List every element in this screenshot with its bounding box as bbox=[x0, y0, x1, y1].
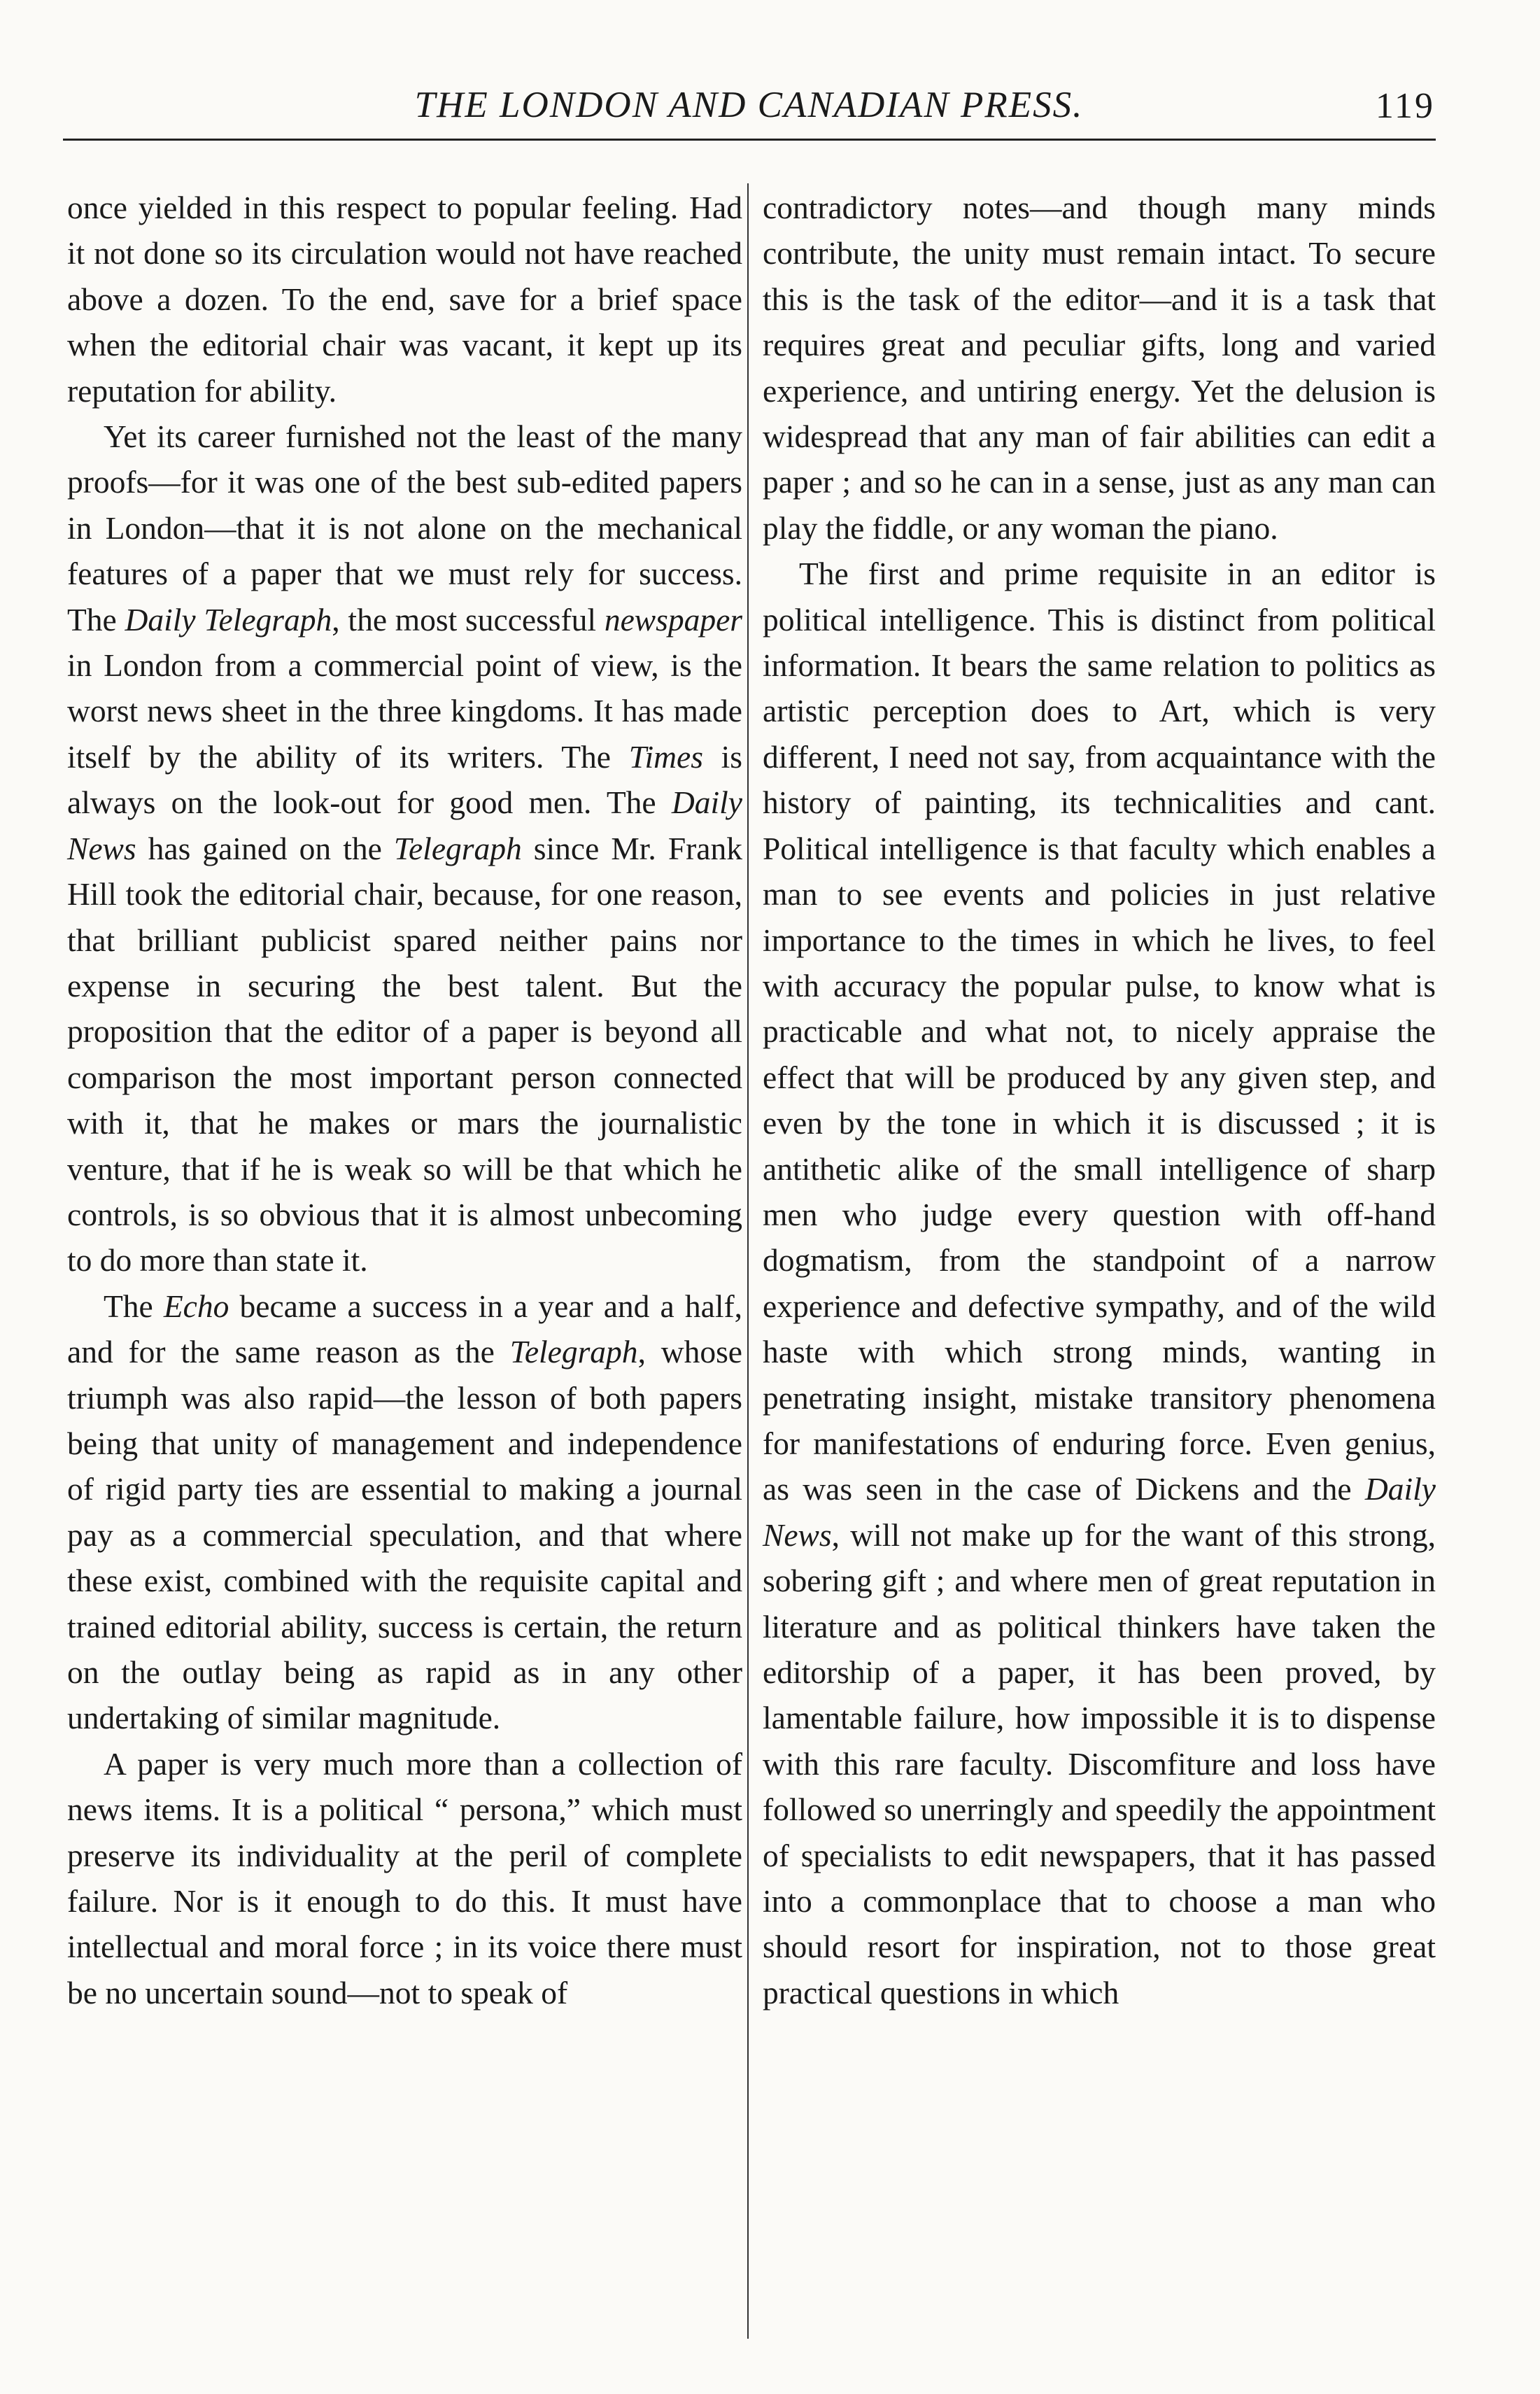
text-run: has gained on the bbox=[136, 830, 394, 866]
italic-title: Telegraph bbox=[509, 1334, 638, 1370]
italic-title: Times bbox=[628, 738, 703, 775]
italic-title: Daily News bbox=[763, 1471, 1436, 1553]
column-divider bbox=[747, 183, 749, 2339]
text-run: , the most successful bbox=[332, 601, 605, 638]
italic-title: Daily News bbox=[67, 784, 742, 866]
running-head bbox=[63, 78, 1435, 129]
paragraph bbox=[763, 551, 1436, 2015]
text-run: The first and prime requisite in an editor is political intelligence. This is distinct from political information. It bears the same relation to politics as artistic perception does to Art, which is very different, I need not say, from acquaintance with the history of painting, its technicalities and cant. Political intelligence is that faculty which enables a man to see events and policies in just relative importance to the times in which he lives, to feel with accuracy the popular pulse, to know what is practicable and what not, to nicely appraise the effect that will be produced by any given step, and even by the tone in which it is discussed ; it is antithetic alike of the small intelligence of sharp men who judge every question with off-hand dogmatism, from the standpoint of a narrow experience and defective sympathy, and of the wild haste with which strong minds, wanting in penetrating insight, mistake transitory phenomena for manifestations of enduring force. Even genius, as was seen in the case of Dickens and the bbox=[763, 556, 1436, 1507]
text-run: became a success in a year and a half, and for the same reason as the bbox=[67, 1288, 742, 1370]
text-run: Yet its career furnished not the least of the many proofs—for it was one of the best sub-edited papers in London—that it is not alone on the mechanical features of a paper that we must rely for success. The bbox=[67, 418, 742, 638]
italic-title: Telegraph bbox=[393, 830, 522, 866]
paragraph bbox=[67, 1283, 742, 1741]
text-run: , whose triumph was also rapid—the lesson of both papers being that unity of management and independence of rigid party ties are essential to making a journal pay as a commercial speculation, and that where these exist, combined with the requisite capital and trained editorial ability, success is certain, the return on the outlay being as rapid as in any other undertaking of similar magnitude. bbox=[67, 1334, 743, 1736]
page-number: 119 bbox=[1375, 86, 1435, 126]
right-column bbox=[763, 185, 1436, 2015]
italic-word: newspaper bbox=[604, 601, 742, 638]
paragraph: contradictory notes—and though many minds contribute, the unity must remain intact. To secure this is the task of the editor—and it is a task that requires great and peculiar gifts, long and varied experience, and untiring energy. Yet the delusion is widespread that any man of fair abilities can edit a paper ; and so he can in a sense, just as any man can play the fiddle, or any woman the piano. bbox=[763, 190, 1436, 546]
paragraph: once yielded in this respect to popular feeling. Had it not done so its circulation would not have reached above a dozen. To the end, save for a brief space when the editorial chair was vacant, it kept up its reputation for ability. bbox=[67, 190, 742, 409]
text-run: The bbox=[104, 1288, 164, 1324]
text-run: in London from a commercial point of view, is the worst news sheet in the three kingdoms. It has made itself by the ability of its writers. The bbox=[67, 647, 742, 775]
text-run: is always on the look-out for good men. The bbox=[67, 738, 742, 821]
left-column bbox=[67, 185, 742, 2015]
header-rule bbox=[63, 139, 1436, 141]
running-title: THE LONDON AND CANADIAN PRESS. bbox=[414, 85, 1084, 125]
text-run: , will not make up for the want of this strong, sobering gift ; and where men of great reputation in literature and as political thinkers have taken the editorship of a paper, it has been proved, by lamentable failure, how impossible it is to dispense with this rare faculty. Discomfiture and loss have followed so unerringly and speedily the appointment of specialists to edit newspapers, that it has passed into a commonplace that to choose a man who should resort for inspiration, not to those great practical questions in which bbox=[763, 1516, 1436, 2011]
text-run: since Mr. Frank Hill took the editorial chair, because, for one reason, that brilliant publicist spared neither pains nor expense in securing the best talent. But the proposition that the editor of a paper is beyond all comparison the most important person connected with it, that he makes or mars the journalistic venture, that if he is weak so will be that which he controls, is so obvious that it is almost unbecoming to do more than state it. bbox=[67, 830, 742, 1279]
italic-title: Echo bbox=[163, 1288, 229, 1324]
paragraph: A paper is very much more than a collection of news items. It is a political “ persona,” which must preserve its individuality at the peril of complete failure. Nor is it enough to do this. It must have intellectual and moral force ; in its voice there must be no uncertain sound—not to speak of bbox=[67, 1745, 742, 2011]
paragraph bbox=[67, 414, 742, 1283]
italic-title: Daily Telegraph bbox=[125, 601, 332, 638]
